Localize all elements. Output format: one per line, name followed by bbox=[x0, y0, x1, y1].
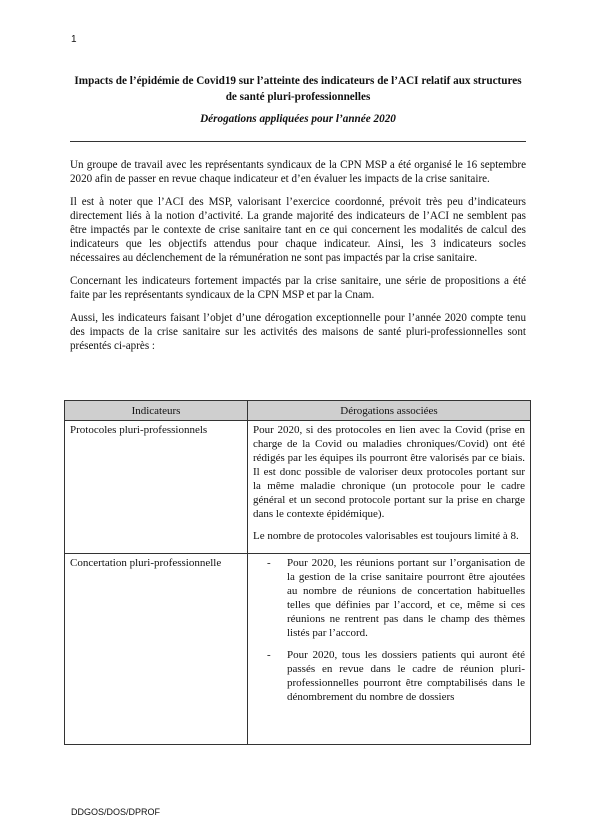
list-item bbox=[253, 648, 525, 704]
header-indicateurs: Indicateurs bbox=[65, 401, 248, 421]
page-number: 1 bbox=[71, 34, 77, 45]
paragraph-impacted: Concernant les indicateurs fortement impactés par la crise sanitaire, une série de propositions a été faite par les représentants syndicaux de la CPN MSP et par la Cnam. bbox=[70, 275, 526, 301]
dash-bullet: - bbox=[267, 649, 271, 661]
indicator-cell: Concertation pluri-professionnelle bbox=[65, 554, 248, 745]
dash-bullet: - bbox=[267, 557, 271, 569]
document-subtitle: Dérogations appliquées pour l’année 2020 bbox=[200, 113, 396, 125]
table-row bbox=[65, 421, 531, 554]
document-title: Impacts de l’épidémie de Covid19 sur l’atteinte des indicateurs de l’ACI relatif aux structures de santé pluri-professionnelles bbox=[74, 75, 522, 103]
list-item-text: Pour 2020, tous les dossiers patients qui auront été passés en revue dans le cadre de réunion pluri-professionnelles pourront être comptabilisés dans le dénombrement du nombre de dossiers bbox=[287, 649, 525, 703]
title-divider bbox=[70, 141, 526, 142]
list-item-text: Pour 2020, les réunions portant sur l’organisation de la gestion de la crise sanitaire pourront être ajoutées au nombre de réunions de concertation habituelles telles que définies par l’accord, et ce, même si ces réunions ne rentrent pas dans le champ des thèmes listés par l’accord. bbox=[287, 557, 525, 639]
derogations-table bbox=[64, 400, 531, 745]
derogation-cell bbox=[248, 421, 531, 554]
derogation-list bbox=[253, 556, 525, 704]
paragraph-aci-note: Il est à noter que l’ACI des MSP, valorisant l’exercice coordonné, prévoit très peu d’indicateurs directement liés à la notion d’activité. La grande majorité des indicateurs de l’ACI ne semblent pas être impactés par le contexte de crise sanitaire tant en ce qui concernent les modalités de calcul des indicateurs que les objectifs attendus pour chaque indicateur. Ainsi, les 3 indicateurs socles nécessaires au déclenchement de la rémunération ne sont pas impactés par la crise sanitaire. bbox=[70, 196, 526, 264]
derogation-paragraph: Pour 2020, si des protocoles en lien avec la Covid (prise en charge de la Covid ou maladies chroniques/Covid) ont été rédigés par les équipes ils pourront être valorisés par ce biais. Il est donc possible de valoriser deux protocoles portant sur la même maladie chronique (un protocole pour le cadre général et un second protocole portant sur la prise en charge dans le contexte épidémique). bbox=[253, 424, 525, 520]
footer-reference: DDGOS/DOS/DPROF bbox=[71, 807, 161, 817]
table-row bbox=[65, 554, 531, 745]
indicator-cell: Protocoles pluri-professionnels bbox=[65, 421, 248, 554]
header-derogations: Dérogations associées bbox=[248, 401, 531, 421]
list-item bbox=[253, 556, 525, 640]
derogation-content-clip bbox=[253, 556, 525, 742]
paragraph-table-intro: Aussi, les indicateurs faisant l’objet d’une dérogation exceptionnelle pour l’année 2020 compte tenu des impacts de la crise sanitaire sur les activités des maisons de santé pluri-professionnelles sont présentés ci-après : bbox=[70, 312, 526, 352]
table-header-row bbox=[65, 401, 531, 421]
paragraph-intro: Un groupe de travail avec les représentants syndicaux de la CPN MSP a été organisé le 16 septembre 2020 afin de passer en revue chaque indicateur et d’en évaluer les impacts de la crise sanitaire. bbox=[70, 159, 526, 185]
derogation-cell bbox=[248, 554, 531, 745]
derogation-paragraph: Le nombre de protocoles valorisables est toujours limité à 8. bbox=[253, 530, 519, 542]
body-text bbox=[70, 158, 526, 362]
